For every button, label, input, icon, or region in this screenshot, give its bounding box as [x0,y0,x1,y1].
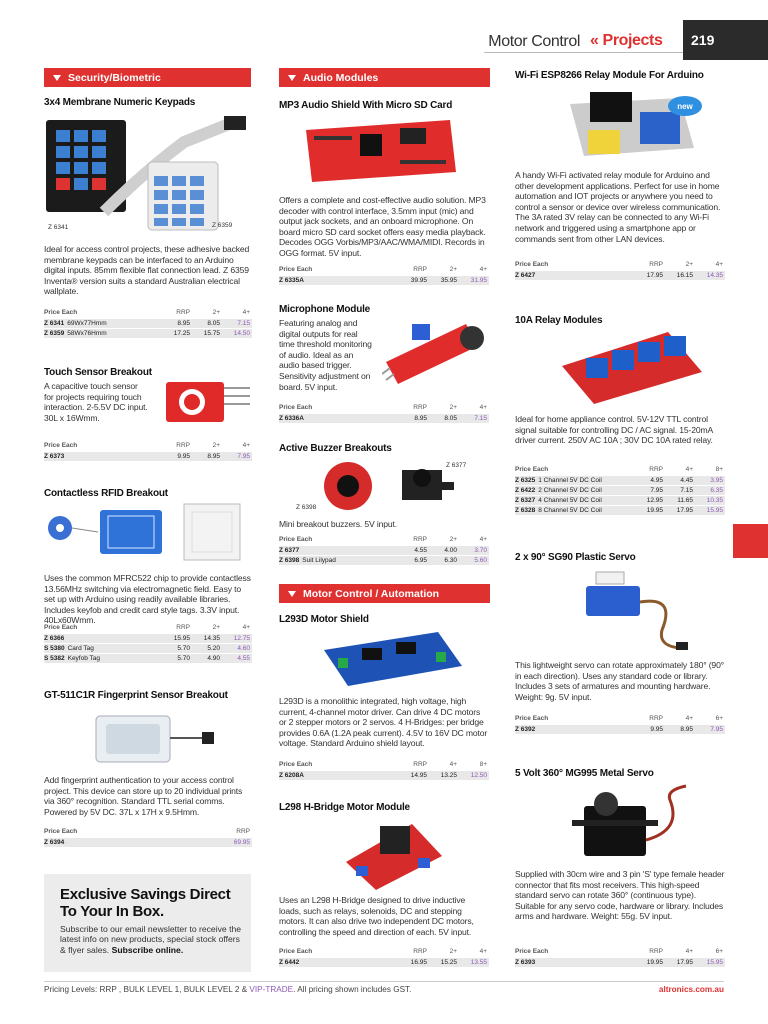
table-row: S 5382 Keyfob Tag 5.70 4.90 4.55 [44,655,250,662]
product-description: Ideal for home appliance control. 5V-12V TTL control signal suitable for controlling DC / AC signal. 15-20mA driver current. 250V AC 10A ; 30V DC 10A rated relay. [515,414,713,446]
l293d-shield-image [318,628,468,690]
price-table [44,440,252,461]
product-title: L293D Motor Shield [279,614,369,625]
product-description: A capacitive touch sensor for projects requiring touch interaction. 2-5.5V DC input. 30L x 16Wmm. [44,381,148,423]
table-row: Z 6208A 14.95 13.25 12.50 [279,772,487,779]
table-row: Z 6341 69Wx77Hmm 8.95 8.05 7.15 [44,320,250,327]
price-table [515,464,725,515]
code-label: Z 6398 [296,504,317,511]
product-title: 3x4 Membrane Numeric Keypads [44,97,196,108]
table-header: Price Each RRP 4+ 6+ [515,715,723,722]
table-row: Z 6442 16.95 15.25 13.55 [279,959,487,966]
table-header: Price Each RRP 2+ 4+ [44,309,250,316]
table-row: S 5380 Card Tag 5.70 5.20 4.60 [44,645,250,652]
product-title: MP3 Audio Shield With Micro SD Card [279,100,453,111]
product-title: L298 H-Bridge Motor Module [279,802,410,813]
table-header: Price Each RRP 2+ 4+ [515,261,723,268]
table-header: Price Each RRP 2+ 4+ [279,404,487,411]
table-row: Z 6373 9.95 8.95 7.95 [44,453,250,460]
product-description: Uses the common MFRC522 chip to provide contactless 13.56MHz switching via electromagnetic field. Easy to set up with Arduino using readily available libraries. Includes keyfob and credit card style tags. 3.3V input. 40Lx60Wmm. [44,573,251,626]
code-label: Z 6359 [212,222,233,229]
table-row: Z 6359 58Wx76Hmm 17.25 15.75 14.50 [44,330,250,337]
price-table [515,259,725,280]
header-rule [484,52,684,53]
footer-rule [44,981,724,982]
sg90-servo-image [566,566,706,656]
buzzer-image [310,458,466,516]
product-description: Mini breakout buzzers. 5V input. [279,519,397,529]
price-table [44,622,252,663]
header-section-title: Motor Control [488,33,580,50]
product-title: Contactless RFID Breakout [44,488,168,499]
price-table [44,307,252,338]
section-tab-marker [733,524,768,558]
banner-motor-control: Motor Control / Automation [279,584,490,603]
l298-module-image [342,816,448,892]
microphone-module-image [382,312,490,394]
product-description: Supplied with 30cm wire and 3 pin 'S' type female header connector that fits most receivers. This high-speed standard servo can rotate 360° (continuous type). Suitable for any servo code, hardware or library. Includes arms and hardware. Weight: 55g. 5V input. [515,869,725,922]
product-description: Offers a complete and cost-effective audio solution. MP3 decoder with control interface, 3.5mm input (mic) and output jack sockets, and an onboard microphone. On board micro SD card socket offers easy media playback. Decodes OGG Vorbis/MP3/AAC/WMA/MIDI. Records in OGG format. 5V input. [279,195,486,258]
code-label: Z 6377 [446,462,467,469]
banner-security: Security/Biometric [44,68,251,87]
product-title: Active Buzzer Breakouts [279,443,392,454]
website-link[interactable]: altronics.com.au [658,985,724,994]
newsletter-box [44,874,251,972]
newsletter-body: Subscribe to our email newsletter to receive the latest info on new products, special stock offers & flyer sales. Subscribe online. [60,924,242,955]
triangle-down-icon [288,75,296,81]
product-title: 5 Volt 360° MG995 Metal Servo [515,768,654,779]
relay-modules-image [556,328,706,406]
price-table [279,264,489,285]
table-row: Z 6393 19.95 17.95 15.95 [515,959,723,966]
footer-pricing-note: Pricing Levels: RRP , BULK LEVEL 1, BULK LEVEL 2 & VIP-TRADE. All pricing shown includes GST. [44,985,412,994]
price-table [279,946,489,967]
product-title: Wi-Fi ESP8266 Relay Module For Arduino [515,70,704,81]
code-label: Z 6341 [48,224,69,231]
table-row: Z 6335A 39.95 35.95 31.95 [279,277,487,284]
product-title: Touch Sensor Breakout [44,367,152,378]
table-row: Z 6392 9.95 8.95 7.95 [515,726,723,733]
table-header: Price Each RRP 2+ 4+ [44,624,250,631]
table-header: Price Each RRP 4+ 6+ [515,948,723,955]
table-header: Price Each RRP 2+ 4+ [279,266,487,273]
table-row: Z 6422 2 Channel 5V DC Coil 7.95 7.15 6.35 [515,487,723,494]
product-description: Uses an L298 H-Bridge designed to drive inductive loads, such as relays, solenoids, DC and stepping motors. It can also drive two independent DC motors, controlling the speed and direction of each. 5V input. [279,895,474,937]
table-row: Z 6398 Suit Lilypad 6.95 6.30 5.60 [279,557,487,564]
price-table [515,713,725,734]
table-row: Z 6366 15.95 14.35 12.75 [44,635,250,642]
rfid-image [44,502,254,564]
table-header: Price Each RRP 4+ 8+ [279,761,487,768]
table-row: Z 6394 69.95 [44,839,250,846]
table-row: Z 6325 1 Channel 5V DC Coil 4.95 4.45 3.95 [515,477,723,484]
table-row: Z 6327 4 Channel 5V DC Coil 12.95 11.65 10.35 [515,497,723,504]
subscribe-link[interactable]: Subscribe online. [111,944,184,955]
table-header: Price Each RRP 2+ 4+ [44,442,250,449]
product-description: L293D is a monolithic integrated, high voltage, high current, 4-channel motor driver. Can drive 4 DC motors or 2 stepper motors or 2 servos. 4 H-Bridges: per bridge provides 0.6A (1.2A peak current). 4.5V to 16V DC motor voltage. Standard Arduino shield layout. [279,696,488,749]
table-header: Price Each RRP 2+ 4+ [279,948,487,955]
product-description: A handy Wi-Fi activated relay module for Arduino and other development applications. Perfect for use in home automation and IOT projects or anywhere you need to control a sensor or device over wireless communication. The 3A rated 3V relay can be connected to any Wi-Fi network and triggered using a smartphone app or commands sent from other LAN devices. [515,170,721,244]
new-badge: new [668,96,702,116]
product-title: 2 x 90° SG90 Plastic Servo [515,552,636,563]
keypad-image [44,112,254,232]
product-title: 10A Relay Modules [515,315,603,326]
product-description: Featuring analog and digital outputs for real time threshold monitoring of audio. Ideal as an audio based trigger. Sensitivity adjustment on board. 5V input. [279,318,372,392]
price-table [279,759,489,780]
page-number: 219 [683,20,768,60]
fingerprint-sensor-image [90,708,220,770]
price-table [515,946,725,967]
product-description: Ideal for access control projects, these adhesive backed membrane keypads can be interfaced to an Arduino digital inputs. 85mm flexible flat connection lead. Z 6359 Inventa® version suits a standard Australian electrical wallplate. [44,244,250,297]
banner-audio: Audio Modules [279,68,490,87]
price-table [279,534,489,565]
mg995-servo-image [570,780,702,868]
triangle-down-icon [53,75,61,81]
price-table [279,402,489,423]
product-description: Add fingerprint authentication to your access control project. This device can store up to 20 individual prints via 360° recognition. Standard TTL serial comms. Powered by 5V DC. 37L x 17H x 9.5Hmm. [44,775,243,817]
table-row: Z 6377 4.55 4.00 3.70 [279,547,487,554]
mp3-shield-image [300,114,460,186]
product-description: This lightweight servo can rotate approximately 180° (90° in each direction). Uses any standard code or library. Includes 3 sets of armatures and mounting hardware. Weight: 9g. 5V input. [515,660,724,702]
price-table-simple: Price Each RRP Z 6394 69.95 [44,828,250,846]
table-row: Z 6427 17.95 16.15 14.35 [515,272,723,279]
table-row: Z 6328 8 Channel 5V DC Coil 19.95 17.95 15.95 [515,507,723,514]
table-row: Z 6336A 8.95 8.05 7.15 [279,415,487,422]
product-title: GT-511C1R Fingerprint Sensor Breakout [44,690,228,701]
newsletter-title: Exclusive Savings Direct To Your In Box. [60,886,231,920]
table-header: Price Each RRP 4+ 8+ [515,466,723,473]
header-projects-link[interactable]: « Projects [590,32,663,49]
table-header: Price Each RRP 2+ 4+ [279,536,487,543]
triangle-down-icon [288,591,296,597]
touch-sensor-image [162,372,254,428]
product-title: Microphone Module [279,304,371,315]
